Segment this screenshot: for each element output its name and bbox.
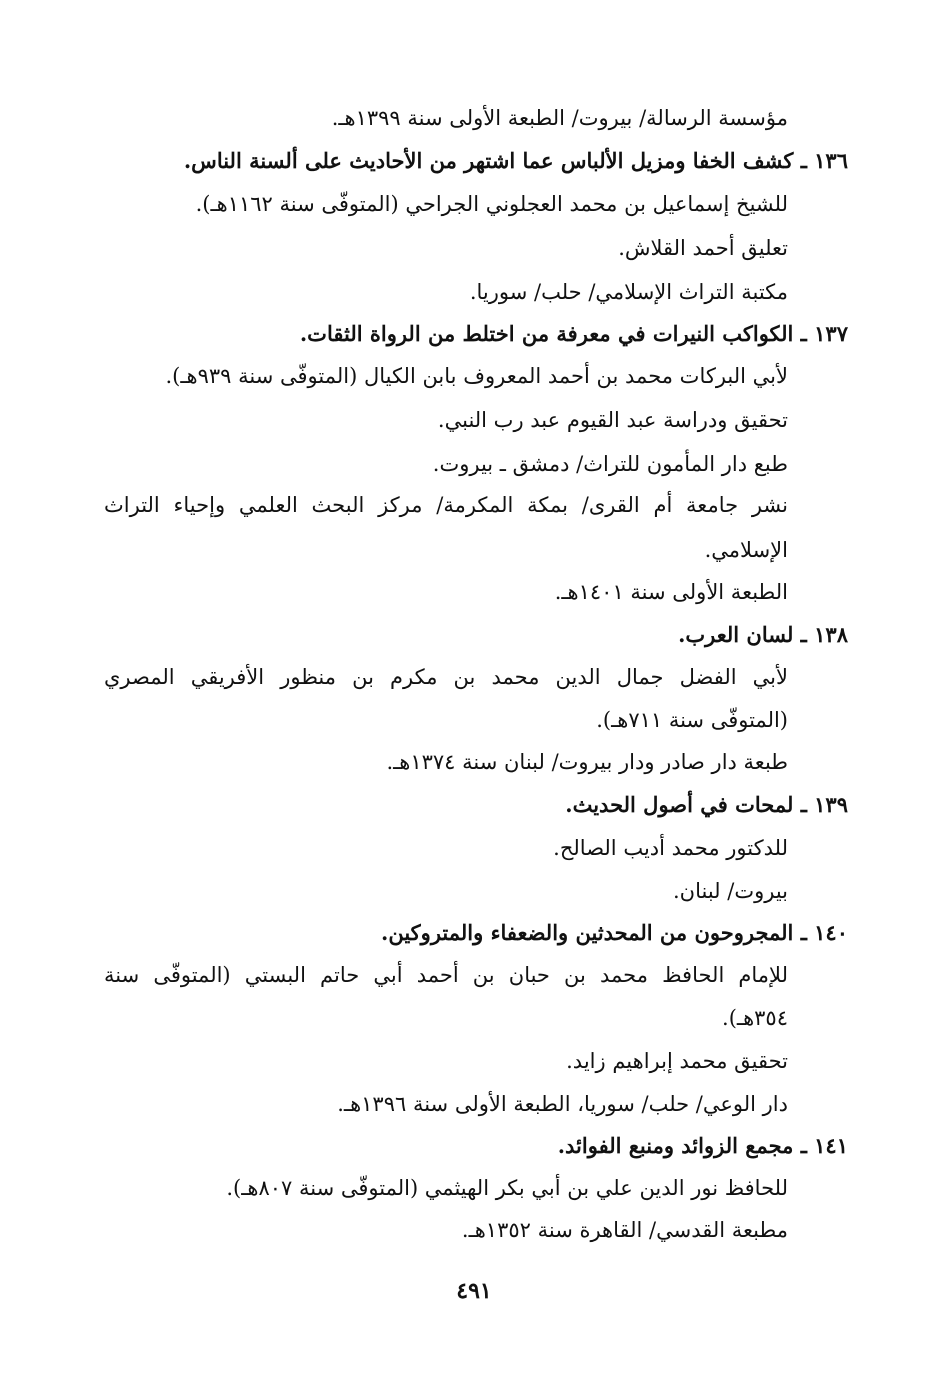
text-line: دار الوعي/ حلب/ سوريا، الطبعة الأولى سنة ١٣٩٦هـ. — [337, 1092, 788, 1116]
text-line: للشيخ إسماعيل بن محمد العجلوني الجراحي (المتوفّى سنة ١١٦٢هـ). — [195, 192, 788, 216]
text-line: للإمام الحافظ محمد بن حبان بن أحمد أبي حاتم البستي (المتوفّى سنة — [104, 963, 788, 987]
text-line: طبع دار المأمون للتراث/ دمشق ـ بيروت. — [432, 452, 788, 476]
text-line: لأبي الفضل جمال الدين محمد بن مكرم بن منظور الأفريقي المصري — [104, 665, 788, 689]
page-number: ٤٩١ — [456, 1278, 492, 1304]
entry-heading: ١٤١ ـ مجمع الزوائد ومنبع الفوائد. — [557, 1133, 848, 1158]
text-line: طبعة دار صادر ودار بيروت/ لبنان سنة ١٣٧٤هـ. — [386, 750, 788, 774]
entry-heading: ١٣٧ ـ الكواكب النيرات في معرفة من اختلط من الرواة الثقات. — [299, 321, 848, 346]
text-line: للحافظ نور الدين علي بن أبي بكر الهيثمي (المتوفّى سنة ٨٠٧هـ). — [226, 1176, 788, 1200]
text-line: مكتبة التراث الإسلامي/ حلب/ سوريا. — [469, 280, 788, 304]
text-line: مؤسسة الرسالة/ بيروت/ الطبعة الأولى سنة ١٣٩٩هـ. — [331, 106, 788, 130]
text-line: مطبعة القدسي/ القاهرة سنة ١٣٥٢هـ. — [461, 1218, 788, 1242]
text-line: (المتوفّى سنة ٧١١هـ). — [596, 708, 788, 732]
text-line: بيروت/ لبنان. — [673, 879, 788, 903]
entry-heading: ١٣٩ ـ لمحات في أصول الحديث. — [565, 792, 848, 817]
entry-heading: ١٣٦ ـ كشف الخفا ومزيل الألباس عما اشتهر من الأحاديث على ألسنة الناس. — [183, 148, 848, 173]
text-line: تعليق أحمد القلاش. — [618, 236, 788, 260]
text-line: الطبعة الأولى سنة ١٤٠١هـ. — [554, 580, 788, 604]
text-line: نشر جامعة أم القرى/ بمكة المكرمة/ مركز البحث العلمي وإحياء التراث — [104, 493, 788, 517]
text-line: تحقيق محمد إبراهيم زايد. — [566, 1049, 788, 1073]
text-line: تحقيق ودراسة عبد القيوم عبد رب النبي. — [437, 408, 788, 432]
text-line: ٣٥٤هـ). — [722, 1006, 788, 1030]
text-line: الإسلامي. — [704, 538, 788, 562]
entry-heading: ١٣٨ ـ لسان العرب. — [678, 622, 848, 647]
text-line: لأبي البركات محمد بن أحمد المعروف بابن الكيال (المتوفّى سنة ٩٣٩هـ). — [165, 364, 788, 388]
text-line: للدكتور محمد أديب الصالح. — [553, 836, 788, 860]
entry-heading: ١٤٠ ـ المجروحون من المحدثين والضعفاء والمتروكين. — [381, 920, 848, 945]
